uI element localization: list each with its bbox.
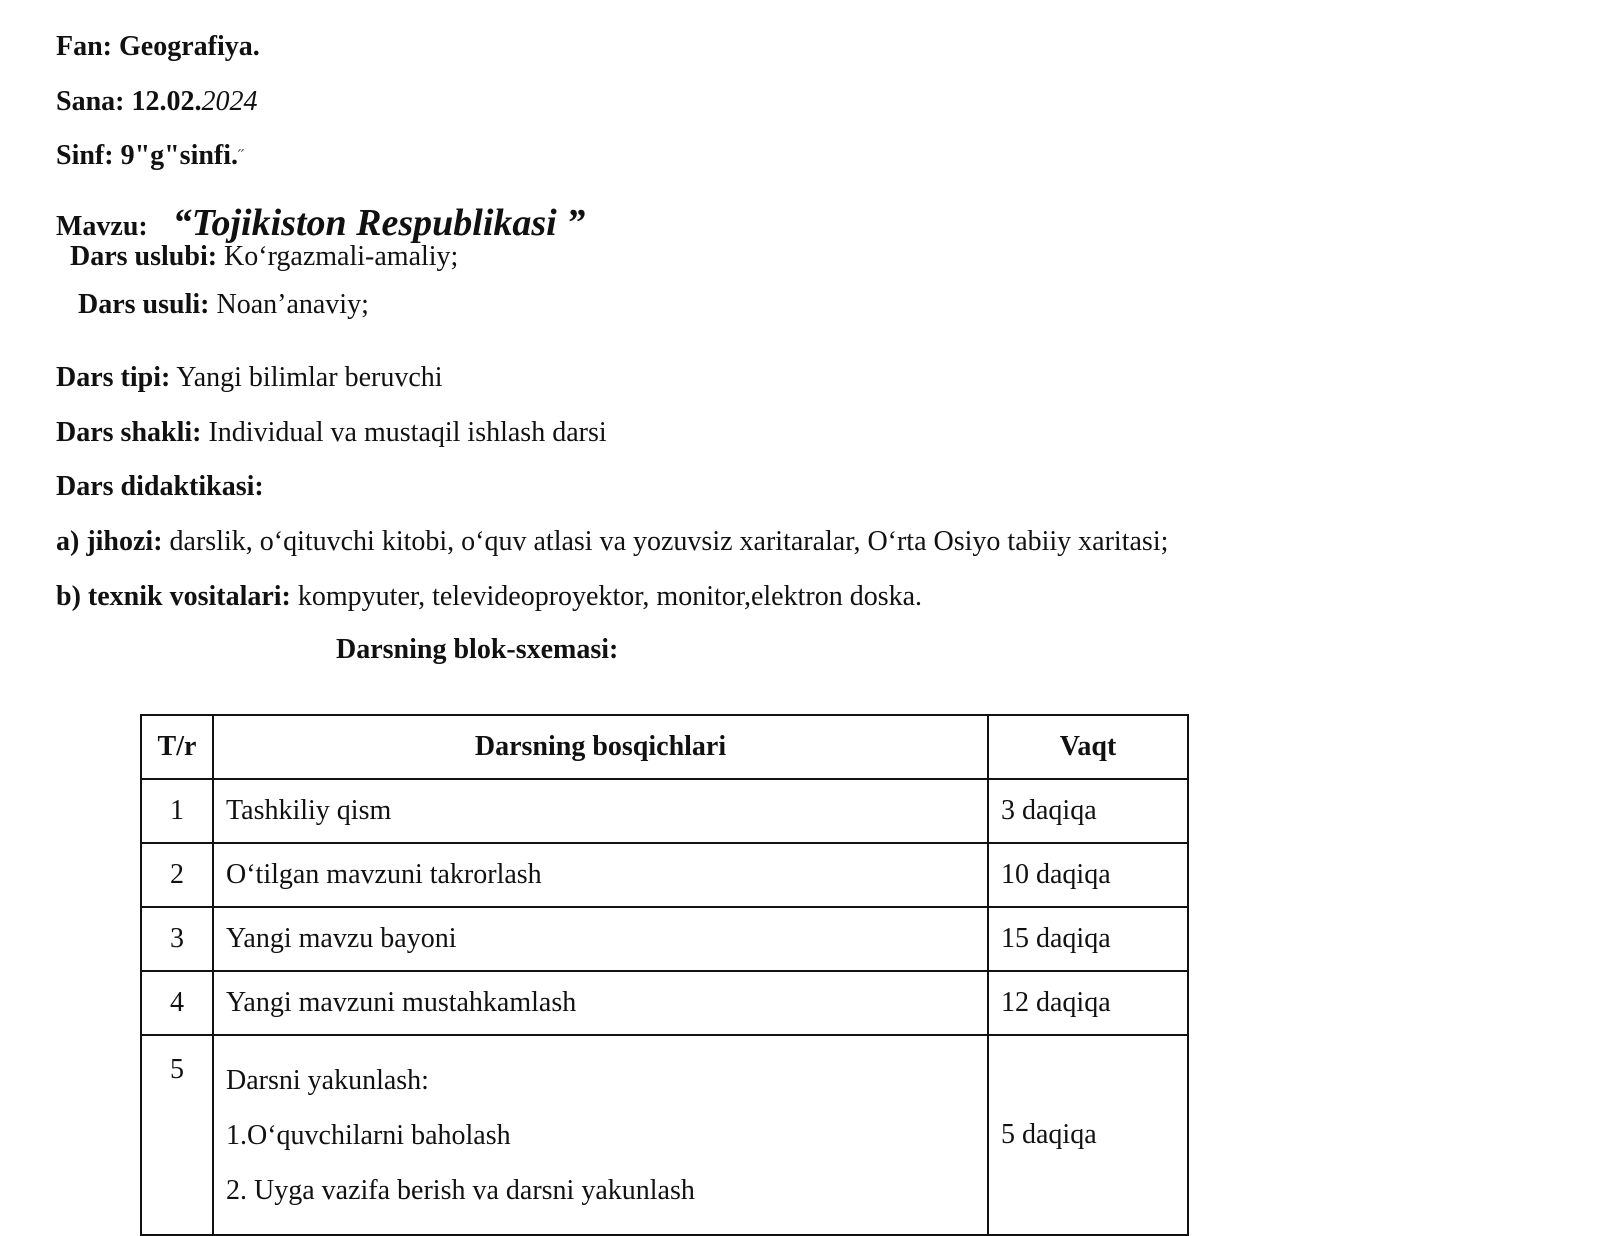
table-header-row xyxy=(141,715,1188,779)
technical-line xyxy=(56,580,922,614)
technical-label: b) texnik vositalari: xyxy=(56,581,291,612)
didactics-line xyxy=(56,470,264,504)
method-value: Noan’anaviy; xyxy=(209,289,369,320)
style-value: Ko‘rgazmali-amaliy; xyxy=(217,241,459,272)
row-stage: Tashkiliy qism xyxy=(213,779,988,843)
row-number: 4 xyxy=(141,971,213,1035)
date-label: Sana: xyxy=(56,86,125,117)
date-value: 12.02. xyxy=(131,86,202,117)
row-stage: O‘tilgan mavzuni takrorlash xyxy=(213,843,988,907)
table-row xyxy=(141,971,1188,1035)
date-year: 2024 xyxy=(201,86,258,117)
type-label: Dars tipi: xyxy=(56,362,171,393)
class-label: Sinf: xyxy=(56,140,114,171)
subject-value: Geografiya. xyxy=(119,31,260,62)
table-row xyxy=(141,1035,1188,1235)
row-time: 5 daqiqa xyxy=(988,1035,1188,1235)
col-header-time: Vaqt xyxy=(988,715,1188,779)
table-row xyxy=(141,779,1188,843)
table-row xyxy=(141,907,1188,971)
row-number: 3 xyxy=(141,907,213,971)
class-value: 9"g"sinfi. xyxy=(120,140,239,171)
subject-line xyxy=(56,30,260,64)
form-label: Dars shakli: xyxy=(56,417,202,448)
class-line xyxy=(56,139,244,173)
row-time: 12 daqiqa xyxy=(988,971,1188,1035)
row-number: 2 xyxy=(141,843,213,907)
stage-line: Darsni yakunlash: xyxy=(226,1064,429,1096)
row-time: 15 daqiqa xyxy=(988,907,1188,971)
row-stage: Yangi mavzuni mustahkamlash xyxy=(213,971,988,1035)
row-stage-multi xyxy=(213,1035,988,1235)
method-label: Dars usuli: xyxy=(78,289,210,320)
equipment-value: darslik, o‘qituvchi kitobi, o‘quv atlasi va yozuvsiz xaritaralar, O‘rta Osiyo tabiiy xaritasi; xyxy=(162,526,1169,557)
date-line xyxy=(56,85,257,119)
technical-value: kompyuter, televideoproyektor, monitor,elektron doska. xyxy=(290,581,923,612)
didactics-label: Dars didaktikasi: xyxy=(56,471,264,502)
form-line xyxy=(56,416,607,450)
type-line xyxy=(56,361,443,395)
table-row xyxy=(141,843,1188,907)
stage-line: 1.O‘quvchilarni baholash xyxy=(226,1119,511,1151)
row-time: 3 daqiqa xyxy=(988,779,1188,843)
form-value: Individual va mustaqil ishlash darsi xyxy=(201,417,607,448)
topic-label: Mavzu: xyxy=(56,211,148,242)
lesson-plan-table xyxy=(140,714,1189,1236)
topic-value: “Tojikiston Respublikasi ” xyxy=(172,202,586,244)
col-header-number: T/r xyxy=(141,715,213,779)
row-stage: Yangi mavzu bayoni xyxy=(213,907,988,971)
style-label: Dars uslubi: xyxy=(70,241,218,272)
type-value: Yangi bilimlar beruvchi xyxy=(170,362,443,393)
method-line xyxy=(78,288,369,322)
equipment-line xyxy=(56,525,1168,559)
col-header-stages: Darsning bosqichlari xyxy=(213,715,988,779)
subject-label: Fan: xyxy=(56,31,112,62)
equipment-label: a) jihozi: xyxy=(56,526,163,557)
style-line xyxy=(70,240,458,274)
row-number: 5 xyxy=(141,1035,213,1235)
stage-line: 2. Uyga vazifa berish va darsni yakunlash xyxy=(226,1174,695,1206)
row-time: 10 daqiqa xyxy=(988,843,1188,907)
class-mark: ˝ xyxy=(238,146,245,166)
schema-title: Darsning blok-sxemasi: xyxy=(336,634,619,665)
row-number: 1 xyxy=(141,779,213,843)
